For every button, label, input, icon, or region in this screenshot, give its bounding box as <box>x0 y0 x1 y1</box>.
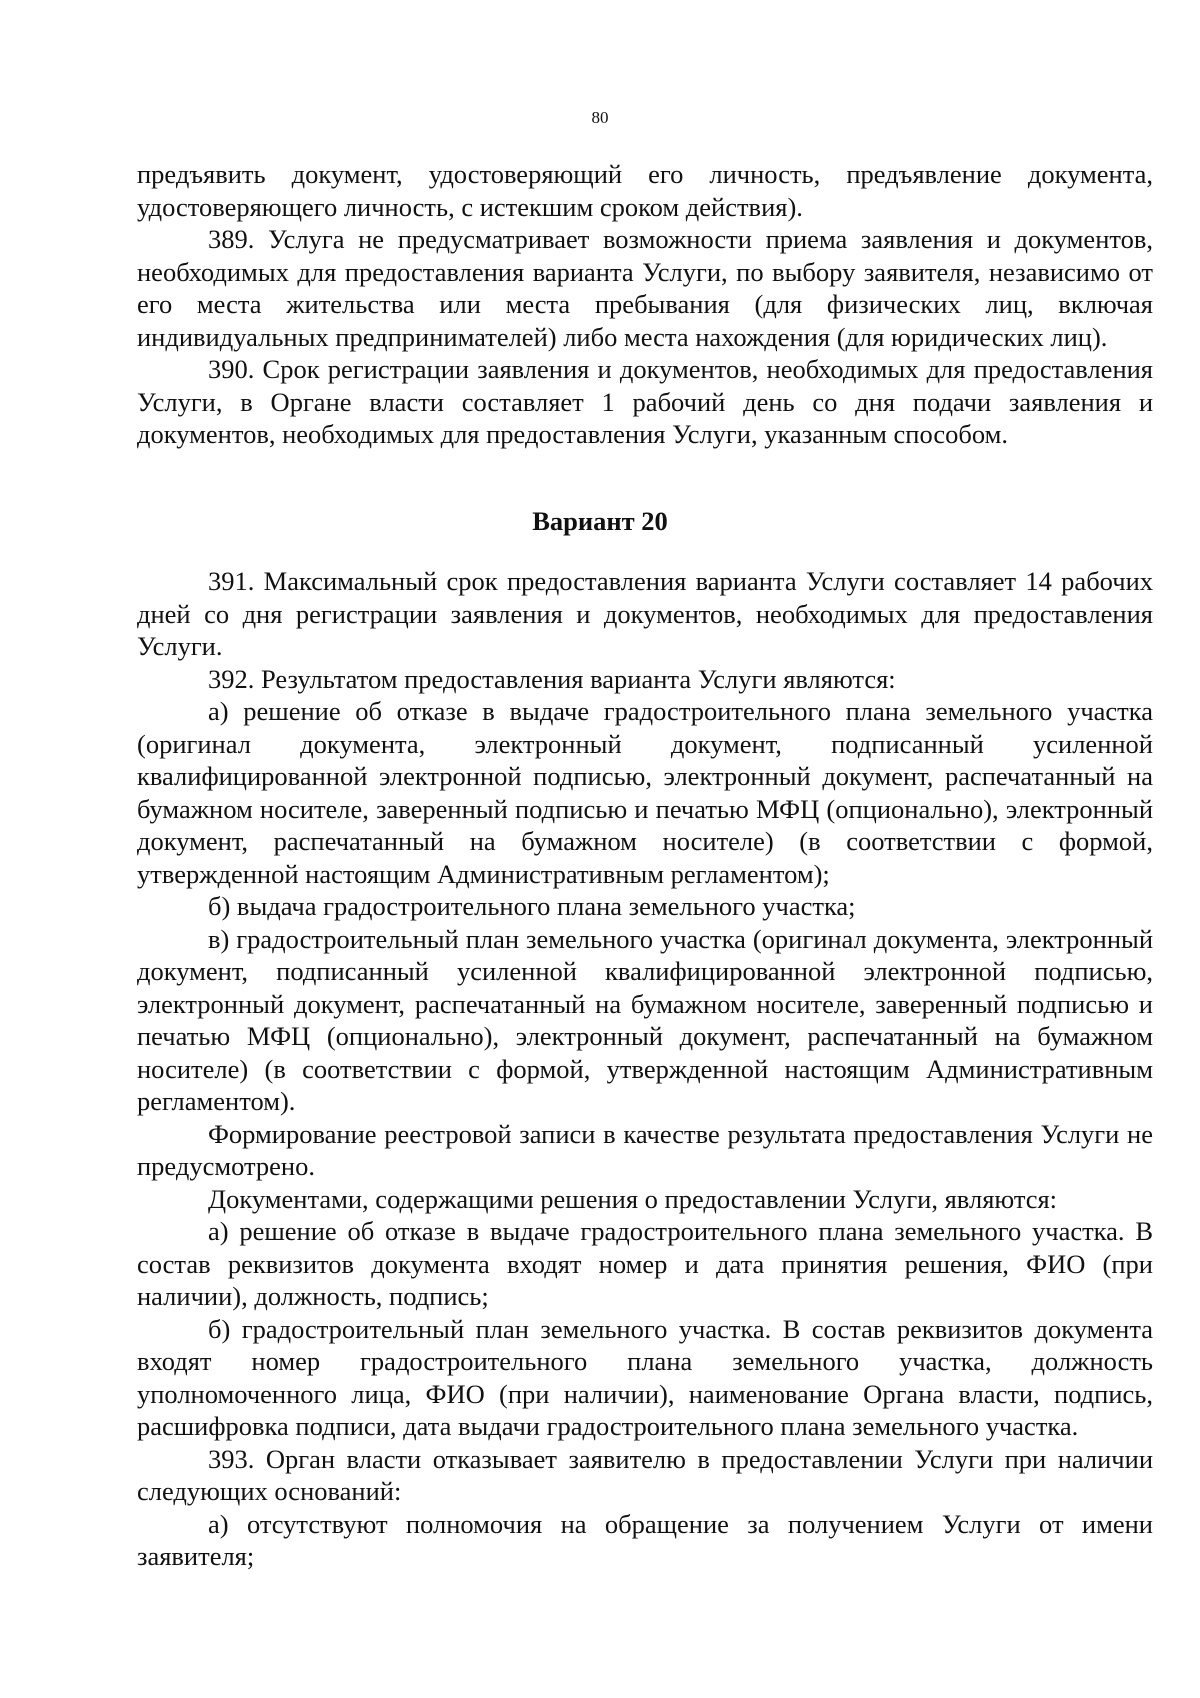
paragraph: Документами, содержащими решения о предоставлении Услуги, являются: <box>208 1183 1058 1214</box>
paragraph-390: 390. Срок регистрации заявления и документов, необходимых для предоставления Услуги, в Органе власти составляет 1 рабочий день со дня подачи заявления и документов, необходимых для предоставления Услуги, указанным способом. <box>137 354 1153 449</box>
paragraph-392: 392. Результатом предоставления варианта Услуги являются: <box>208 663 896 694</box>
section-heading: Вариант 20 <box>532 506 668 536</box>
list-item-b: б) выдача градостроительного плана земельного участка; <box>208 891 856 921</box>
paragraph: Формирование реестровой записи в качестве результата предоставления Услуги не предусмотрено. <box>137 1118 1153 1181</box>
list-item-a: а) решение об отказе в выдаче градостроительного плана земельного участка. В состав реквизитов документа входят номер и дата принятия решения, ФИО (при наличии), должность, подпись; <box>137 1216 1153 1311</box>
page-number: 80 <box>591 108 609 127</box>
text-block-bottom <box>137 565 1153 1573</box>
list-item-a: а) решение об отказе в выдаче градостроительного плана земельного участка (оригинал документа, электронный документ, подписанный усиленной квалифицированной электронной подписью, электронный документ, распечатанный на бумажном носителе, заверенный подписью и печатью МФЦ (опционально), электронный документ, распечатанный на бумажном носителе) (в соответствии с формой, утвержденной настоящим Административным регламентом); <box>137 696 1153 889</box>
list-item-v: в) градостроительный план земельного участка (оригинал документа, электронный документ, подписанный усиленной квалифицированной электронной подписью, электронный документ, распечатанный на бумажном носителе, заверенный подписью и печатью МФЦ (опционально), электронный документ, распечатанный на бумажном носителе) (в соответствии с формой, утвержденной настоящим Административным регламентом). <box>137 923 1153 1116</box>
list-item-b: б) градостроительный план земельного участка. В состав реквизитов документа входят номер градостроительного плана земельного участка, должность уполномоченного лица, ФИО (при наличии), наименование Органа власти, подпись, расшифровка подписи, дата выдачи градостроительного плана земельного участка. <box>137 1313 1153 1441</box>
list-item-a: а) отсутствуют полномочия на обращение за получением Услуги от имени заявителя; <box>137 1508 1153 1571</box>
text-block-top <box>137 158 1153 451</box>
paragraph-393: 393. Орган власти отказывает заявителю в предоставлении Услуги при наличии следующих оснований: <box>137 1443 1153 1506</box>
paragraph-389: 389. Услуга не предусматривает возможности приема заявления и документов, необходимых для предоставления варианта Услуги, по выбору заявителя, независимо от его места жительства или места пребывания (для физических лиц, включая индивидуальных предпринимателей) либо места нахождения (для юридических лиц). <box>137 224 1153 352</box>
paragraph: предъявить документ, удостоверяющий его личность, предъявление документа, удостоверяющего личность, с истекшим сроком действия). <box>137 159 1153 222</box>
paragraph-391: 391. Максимальный срок предоставления варианта Услуги составляет 14 рабочих дней со дня регистрации заявления и документов, необходимых для предоставления Услуги. <box>137 566 1153 661</box>
